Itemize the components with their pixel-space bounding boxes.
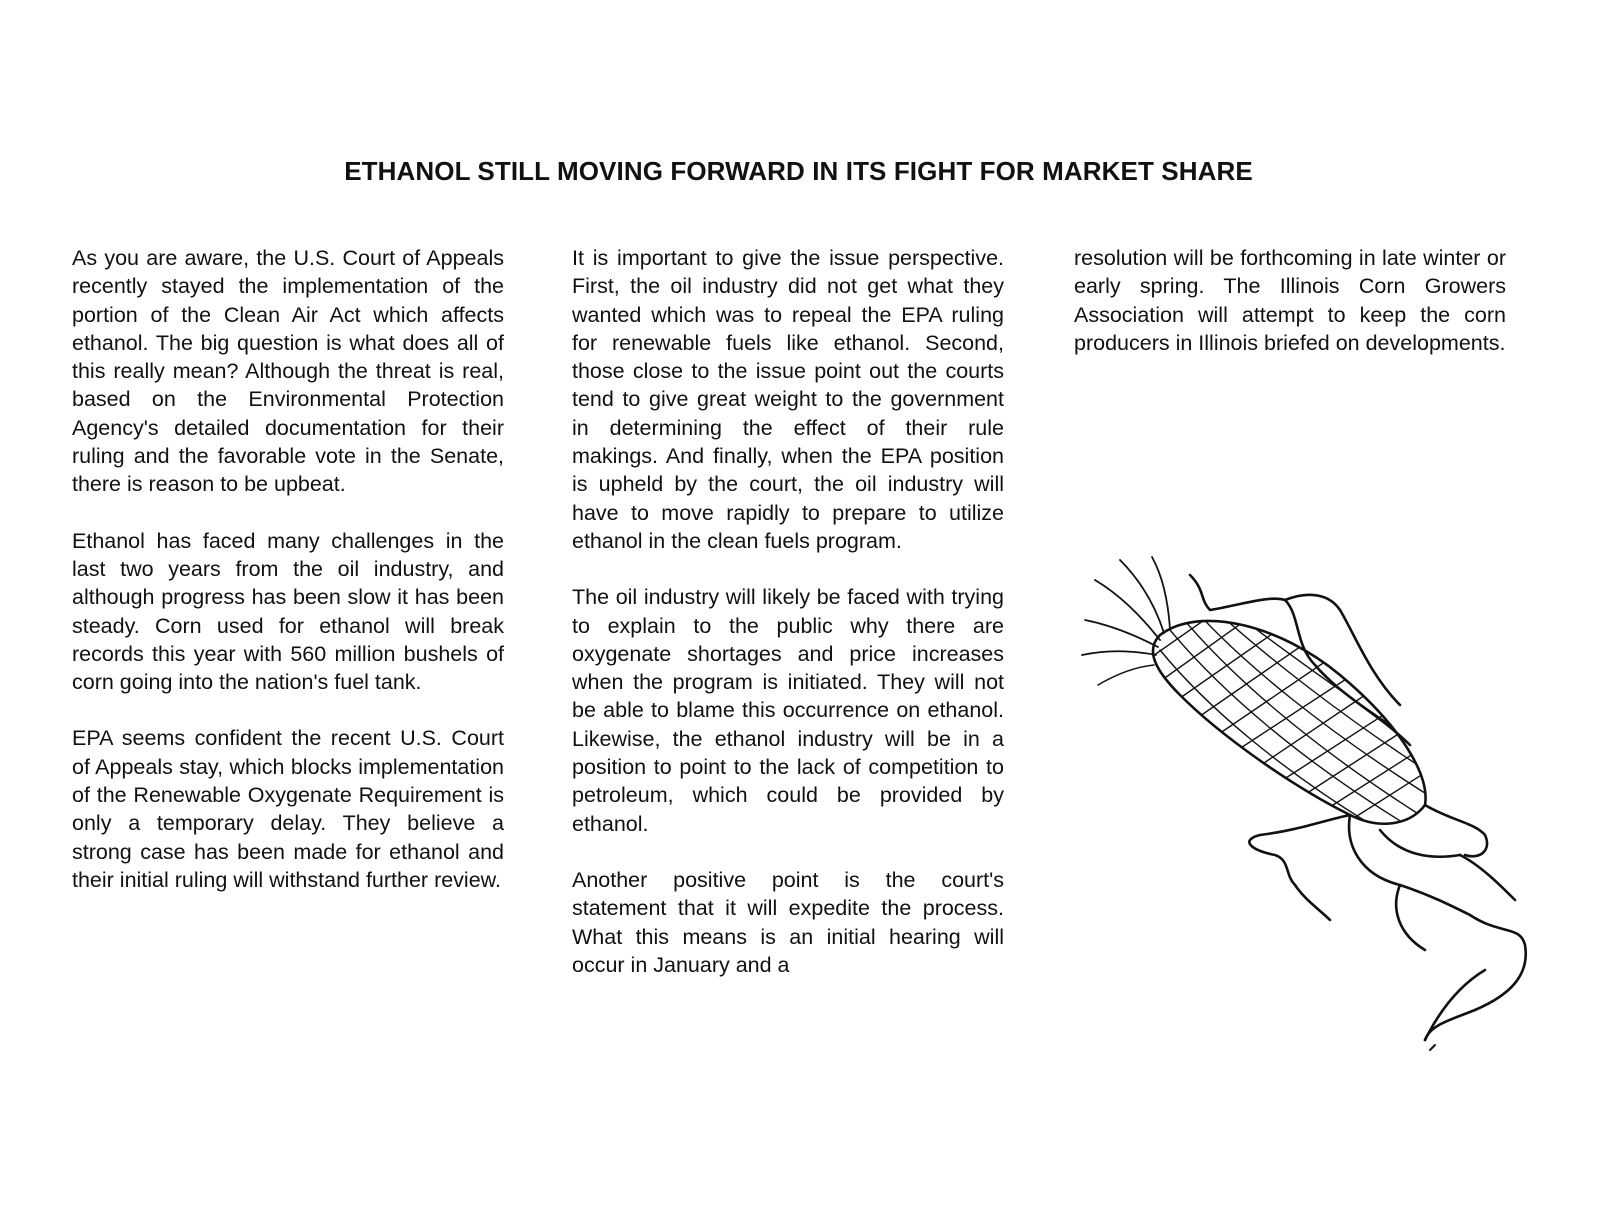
paragraph: resolution will be forthcoming in late winter or early spring. The Illinois Corn Growers Association will attempt to keep the corn producers in Illinois briefed on developments. <box>1074 246 1506 355</box>
husk-leaf <box>1295 885 1330 920</box>
paragraph: As you are aware, the U.S. Court of Appeals recently stayed the implementation of the portion of the Clean Air Act which affects ethanol. The big question is what does all of this really mean? Although the threat is real, based on the Environmental Protection Agency's detailed documentation for their ruling and the favorable vote in the Senate, there is reason to be upbeat. <box>72 246 504 497</box>
silk-strand <box>1095 580 1160 640</box>
paragraph: EPA seems confident the recent U.S. Court of Appeals stay, which blocks implementation of the Renewable Oxygenate Requirement is only a temporary delay. They believe a strong case has been made for ethanol and their initial ruling will withstand further review. <box>72 726 504 892</box>
corn-cob-icon <box>1080 555 1540 1055</box>
silk-strand <box>1082 651 1156 655</box>
husk-leaf <box>1249 815 1350 885</box>
husk-leaf <box>1380 830 1460 857</box>
husk-leaf <box>1430 1045 1435 1050</box>
silk-strand <box>1098 665 1154 685</box>
silk-strand <box>1120 560 1164 633</box>
paragraph: Another positive point is the court's statement that it will expedite the process. What this means is an initial hearing will occur in January and a <box>572 867 1004 977</box>
husk-leaf <box>1396 885 1425 950</box>
text-column-3 <box>1074 244 1506 385</box>
text-column-1 <box>72 244 504 922</box>
paragraph: The oil industry will likely be faced with trying to explain to the public why there are oxygenate shortages and price increases when the program is initiated. They will not be able to blame this occurrence on ethanol. Likewise, the ethanol industry will be in a position to point to the lack of competition to petroleum, which could be provided by ethanol. <box>572 585 1004 836</box>
article-title: ETHANOL STILL MOVING FORWARD IN ITS FIGHT FOR MARKET SHARE <box>344 156 1253 186</box>
husk-leaf <box>1425 805 1487 856</box>
paragraph: Ethanol has faced many challenges in the last two years from the oil industry, and although progress has been slow it has been steady. Corn used for ethanol will break records this year with 560 million bushels of corn going into the nation's fuel tank. <box>72 528 504 695</box>
husk-leaf <box>1349 815 1470 915</box>
paragraph: It is important to give the issue perspective. First, the oil industry did not get what they wanted which was to repeal the EPA ruling for renewable fuels like ethanol. Second, those close to the issue point out the courts tend to give great weight to the government in determining the effect of their rule makings. And finally, when the EPA position is upheld by the court, the oil industry will have to move rapidly to prepare to utilize ethanol in the clean fuels program. <box>572 246 1004 553</box>
husk-leaf <box>1460 855 1515 900</box>
kernel-grid <box>1140 595 1445 830</box>
silk-strand <box>1152 557 1170 629</box>
text-column-2 <box>572 244 1004 1007</box>
